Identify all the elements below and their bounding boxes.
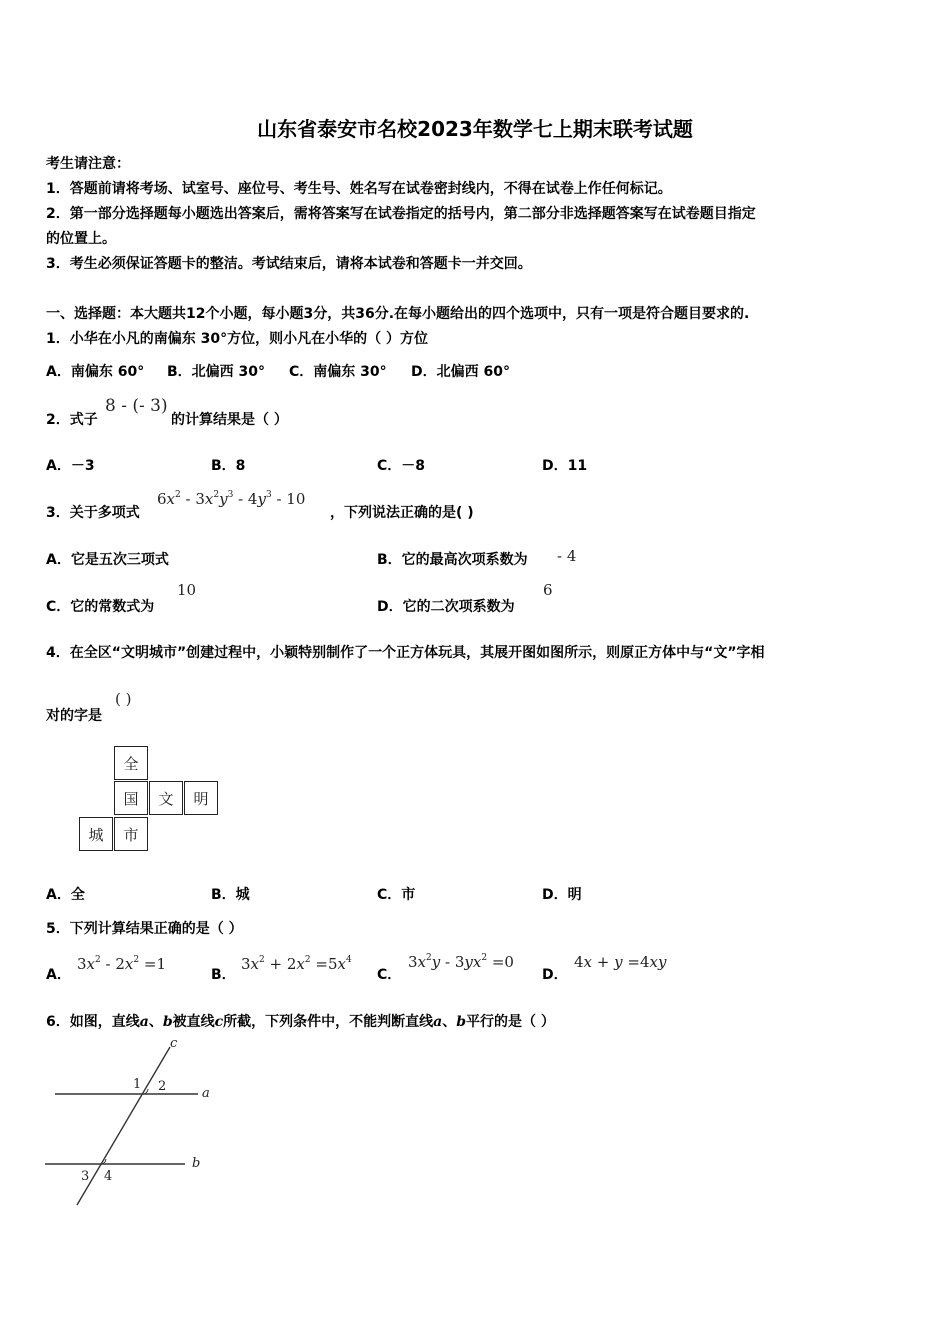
question-2-expression: 8 - (- 3) [105, 396, 168, 416]
angle-3-label: 3 [81, 1169, 90, 1184]
question-2-stem-pre: 2．式子 [46, 412, 98, 428]
q6-var-c: c [214, 1014, 224, 1030]
question-4-stem-line1: 4．在全区“文明城市”创建过程中，小颖特别制作了一个正方体玩具，其展开图如图所示，则原正方体中与“文”字相 [46, 645, 765, 661]
label-a: a [202, 1086, 210, 1101]
question-3-stem-pre: 3．关于多项式 [46, 505, 140, 521]
question-6-stem [46, 1011, 555, 1031]
q3-option-d-value: 6 [543, 581, 553, 599]
q6-stem-post: 平行的是（ ） [466, 1014, 555, 1030]
q6-var-a: a [139, 1014, 149, 1030]
q5-option-d-label: D． [542, 967, 568, 983]
notice-item-2: 2．第一部分选择题每小题选出答案后，需将答案写在试卷指定的括号内，第二部分非选择题答案写在试卷题目指定 [46, 206, 756, 222]
question-4-stem-line2: 对的字是 [46, 708, 102, 724]
q1-option-d: D．北偏西 60° [411, 364, 510, 380]
notice-heading: 考生请注意： [46, 156, 130, 172]
q3-option-c-value: 10 [177, 581, 197, 599]
question-4-answer-paren: ( ) [115, 690, 132, 708]
q1-option-b: B．北偏西 30° [167, 364, 266, 380]
q3-option-c: C．它的常数式为 [46, 599, 155, 615]
q3-option-b: B．它的最高次项系数为 [377, 552, 528, 568]
q1-option-c: C．南偏东 30° [289, 364, 387, 380]
q6-var-b: b [162, 1014, 173, 1030]
parallel-lines-figure [40, 1035, 230, 1215]
q5-option-a-expression: $3x^2 - 2x^2 =1$ [77, 955, 166, 973]
q5-option-b-expression: $3x^2 + 2x^2 =5x^4$ [241, 955, 352, 973]
q2-option-d: D．11 [542, 458, 588, 474]
question-1-stem: 1．小华在小凡的南偏东 30°方位，则小凡在小华的（ ）方位 [46, 331, 428, 347]
q6-stem-pre: 6．如图，直线 [46, 1014, 140, 1030]
q3-option-b-value: - 4 [557, 547, 577, 565]
q3-option-a: A．它是五次三项式 [46, 552, 169, 568]
angle-2-label: 2 [158, 1079, 167, 1094]
question-5-stem: 5．下列计算结果正确的是（ ） [46, 921, 243, 937]
q3-option-d: D．它的二次项系数为 [377, 599, 515, 615]
q6-sep-1: 、 [148, 1014, 163, 1030]
angle-1-label: 1 [133, 1077, 142, 1092]
net-cell-cheng: 城 [79, 817, 113, 851]
question-2-stem-post: 的计算结果是（ ） [171, 412, 288, 428]
q6-var-b-2: b [456, 1014, 467, 1030]
section-heading: 一、选择题：本大题共12个小题，每小题3分，共36分.在每小题给出的四个选项中，只有一项是符合题目要求的. [46, 306, 750, 322]
q2-option-b: B．8 [211, 458, 246, 474]
q1-option-a: A．南偏东 60° [46, 364, 145, 380]
net-cell-ming: 明 [184, 781, 218, 815]
q6-mid-2: 所截，下列条件中，不能判断直线 [223, 1014, 434, 1030]
q4-option-c: C．市 [377, 887, 416, 903]
q5-option-d-expression: 4x + y =4xy [574, 953, 667, 971]
q5-option-b-label: B． [211, 967, 236, 983]
net-cell-quan: 全 [114, 746, 148, 780]
question-3-stem-post: ，下列说法正确的是( ) [330, 505, 474, 521]
notice-item-1: 1．答题前请将考场、试室号、座位号、考生号、姓名写在试卷密封线内，不得在试卷上作任何标记。 [46, 181, 672, 197]
q5-option-c-expression: $3x^2y - 3yx^2 =0$ [408, 953, 514, 971]
question-3-polynomial: $6x^2 - 3x^2y^3 - 4y^3 - 10$ [157, 490, 306, 508]
net-cell-shi: 市 [114, 817, 148, 851]
q6-var-a-2: a [433, 1014, 443, 1030]
q4-option-d: D．明 [542, 887, 582, 903]
net-cell-guo: 国 [114, 781, 148, 815]
notice-item-2-cont: 的位置上。 [46, 231, 116, 247]
label-c: c [170, 1036, 178, 1051]
label-b: b [192, 1156, 201, 1171]
q4-option-a: A．全 [46, 887, 85, 903]
angle-4-label: 4 [104, 1169, 113, 1184]
q5-option-a-label: A． [46, 967, 71, 983]
page-title: 山东省泰安市名校2023年数学七上期末联考试题 [257, 117, 693, 141]
q2-option-a: A．－3 [46, 458, 95, 474]
q4-option-b: B．城 [211, 887, 250, 903]
q5-option-c-label: C． [377, 967, 402, 983]
line-c [77, 1047, 170, 1205]
net-cell-wen: 文 [149, 781, 183, 815]
notice-item-3: 3．考生必须保证答题卡的整洁。考试结束后，请将本试卷和答题卡一并交回。 [46, 256, 532, 272]
q6-sep-2: 、 [442, 1014, 457, 1030]
q6-mid-1: 被直线 [172, 1014, 215, 1030]
q2-option-c: C．－8 [377, 458, 426, 474]
